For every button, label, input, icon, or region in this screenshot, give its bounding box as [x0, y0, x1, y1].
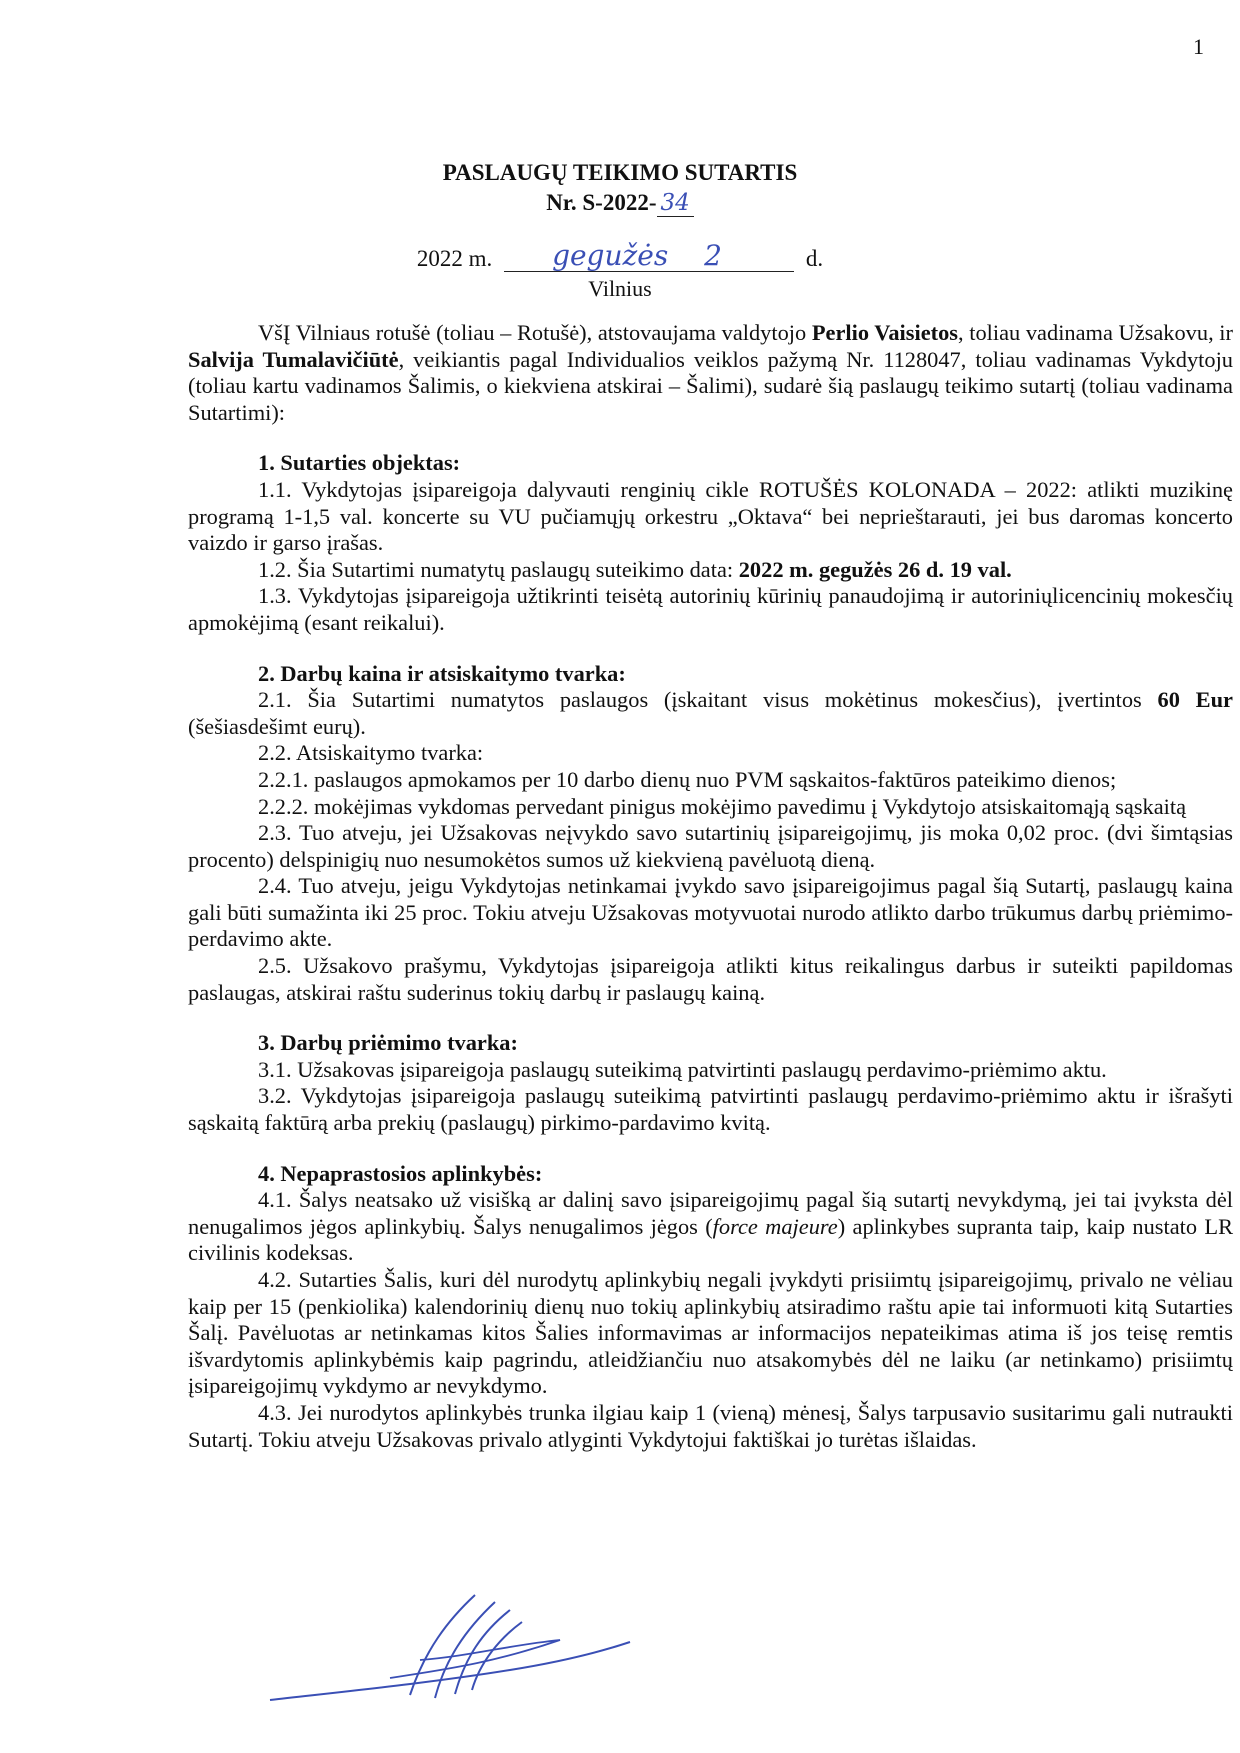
intro-text-c: , toliau vadinama Užsakovu, ir — [958, 320, 1233, 345]
section-3-heading: 3. Darbų priėmimo tvarka: — [258, 1030, 518, 1056]
clause-2-2-2: 2.2.2. mokėjimas vykdomas pervedant pinigus mokėjimo pavedimu į Vykdytojo atsiskaitomąją sąskaitą — [258, 793, 1187, 819]
date-year: 2022 m. — [416, 246, 493, 271]
page-number: 1 — [1193, 34, 1204, 59]
clause-1-2-text: 1.2. Šia Sutartimi numatytų paslaugų suteikimo data: — [258, 556, 739, 582]
intro-paragraph — [188, 320, 1233, 426]
price: 60 Eur — [1157, 687, 1233, 713]
date-suffix: d. — [805, 246, 824, 271]
client-representative: Perlio Vaisietos — [811, 320, 959, 345]
contract-body — [188, 320, 1233, 1453]
clause-2-3: 2.3. Tuo atveju, jei Užsakovas neįvykdo savo sutartinių įsipareigojimų, jis moka 0,02 proc. (dvi šimtąsias procento) delspinigių nuo nesumokėtos sumos už kiekvieną pavėluotą dieną. — [188, 820, 1233, 872]
clause-2-1-text: 2.1. Šia Sutartimi numatytos paslaugos (įskaitant visus mokėtinus mokesčius), įvertintos — [258, 687, 1158, 713]
clause-4-3: 4.3. Jei nurodytos aplinkybės trunka ilgiau kaip 1 (vieną) mėnesį, Šalys tarpusavio susitarimu gali nutraukti Sutartį. Tokiu atveju Užsakovas privalo atlyginti Vykdytojui faktiškai jo turėtas išlaidas. — [188, 1399, 1233, 1452]
section-2-heading: 2. Darbų kaina ir atsiskaitymo tvarka: — [258, 660, 626, 686]
clause-1-2 — [188, 557, 1233, 584]
intro-text-a: VšĮ Vilniaus rotušė (toliau – Rotušė), atstovaujama valdytojo — [258, 320, 812, 345]
clause-3-1: 3.1. Užsakovas įsipareigoja paslaugų suteikimą patvirtinti paslaugų perdavimo-priėmimo aktu. — [258, 1056, 1107, 1082]
clause-4-1-text-a: 4.1. Šalys neatsako už visišką ar dalinį savo įsipareigojimų pagal šią sutartį nevykdymą, jei tai įvyksta dėl nenugalimos jėgos aplinkybių. Šalys nenugalimos jėgos ( — [188, 1187, 1233, 1239]
clause-4-1-text-c: ) aplinkybes supranta taip, kaip nustato LR civilinis kodeksas. — [188, 1213, 1233, 1266]
clause-2-5: 2.5. Užsakovo prašymu, Vykdytojas įsipareigoja atlikti kitus reikalingus darbus ir suteikti papildomas paslaugas, atskirai raštu suderinus tokių darbų ir paslaugų kainą. — [188, 953, 1233, 1005]
date-month-handwritten: gegužės — [552, 239, 669, 272]
section-1-heading: 1. Sutarties objektas: — [258, 450, 461, 476]
price-words: (šešiasdešimt eurų). — [188, 713, 366, 739]
clause-4-1 — [188, 1187, 1233, 1267]
contractor-name: Salvija Tumalavičiūtė — [188, 346, 399, 372]
title-line-1: PASLAUGŲ TEIKIMO SUTARTIS — [442, 160, 798, 185]
section-4-heading: 4. Nepaprastosios aplinkybės: — [258, 1160, 543, 1186]
clause-2-4: 2.4. Tuo atveju, jeigu Vykdytojas netinkamai įvykdo savo įsipareigojimus pagal šią Sutartį, paslaugų kaina gali būti sumažinta iki 25 proc. Tokiu atveju Užsakovas motyvuotai nurodo atlikto darbo trūkumus darbų priėmimo-perdavimo akte. — [188, 873, 1233, 952]
title-line-2 — [0, 188, 1240, 218]
clause-2-1 — [188, 687, 1233, 740]
date-blank — [504, 239, 794, 272]
force-majeure: force majeure — [712, 1213, 838, 1239]
date-line — [0, 239, 1240, 272]
clause-2-2: 2.2. Atsiskaitymo tvarka: — [258, 740, 484, 766]
intro-text-e: , veikiantis pagal Individualios veiklos pažymą Nr. 1128047, toliau vadinamas Vykdytoju (toliau kartu vadinamos Šalimis, o kiekviena atskirai – Šalimi), sudarė šią paslaugų teikimo sutartį (toliau vadinama Sutartimi): — [188, 346, 1233, 425]
clause-3-2: 3.2. Vykdytojas įsipareigoja paslaugų suteikimą patvirtinti paslaugų perdavimo-priėmimo aktu ir išrašyti sąskaitą faktūrą arba prekių (paslaugų) pirkimo-pardavimo kvitą. — [188, 1083, 1233, 1136]
clause-1-1: 1.1. Vykdytojas įsipareigoja dalyvauti renginių cikle ROTUŠĖS KOLONADA – 2022: atlikti muzikinę programą 1-1,5 val. koncerte su VU pučiamųjų orkestru „Oktava“ bei neprieštarauti, jei bus daromas koncerto vaizdo ir garso įrašas. — [188, 476, 1233, 556]
signature — [260, 1580, 660, 1730]
document-title — [0, 158, 1240, 218]
clause-1-3: 1.3. Vykdytojas įsipareigoja užtikrinti teisėtą autorinių kūrinių panaudojimą ir autoriniųlicencinių mokesčių apmokėjimą (esant reikalui). — [188, 583, 1233, 635]
service-date: 2022 m. gegužės 26 d. 19 val. — [738, 556, 1012, 582]
contract-number-prefix: Nr. S-2022- — [546, 190, 657, 215]
clause-4-2: 4.2. Sutarties Šalis, kuri dėl nurodytų aplinkybių negali įvykdyti prisiimtų įsipareigojimų, privalo ne vėliau kaip per 15 (penkiolika) kalendorinių dienų nuo tokių aplinkybių atsiradimo raštu apie tai informuoti kitą Sutarties Šalį. Pavėluotas ar netinkamas kitos Šalies informavimas ar informacijos nepateikimas atima iš jos teisę remtis išvardytomis aplinkybėmis kaip pagrindu, atleidžiančiu nuo atsakomybės dėl ne laiku (ar netinkamo) prisiimtų įsipareigojimų vykdymo ar nevykdymo. — [188, 1267, 1233, 1399]
date-day-handwritten: 2 — [704, 239, 722, 272]
contract-number-handwritten: 34 — [657, 190, 694, 217]
clause-2-2-1: 2.2.1. paslaugos apmokamos per 10 darbo dienų nuo PVM sąskaitos-faktūros pateikimo dienos; — [258, 766, 1117, 792]
city: Vilnius — [588, 276, 652, 301]
